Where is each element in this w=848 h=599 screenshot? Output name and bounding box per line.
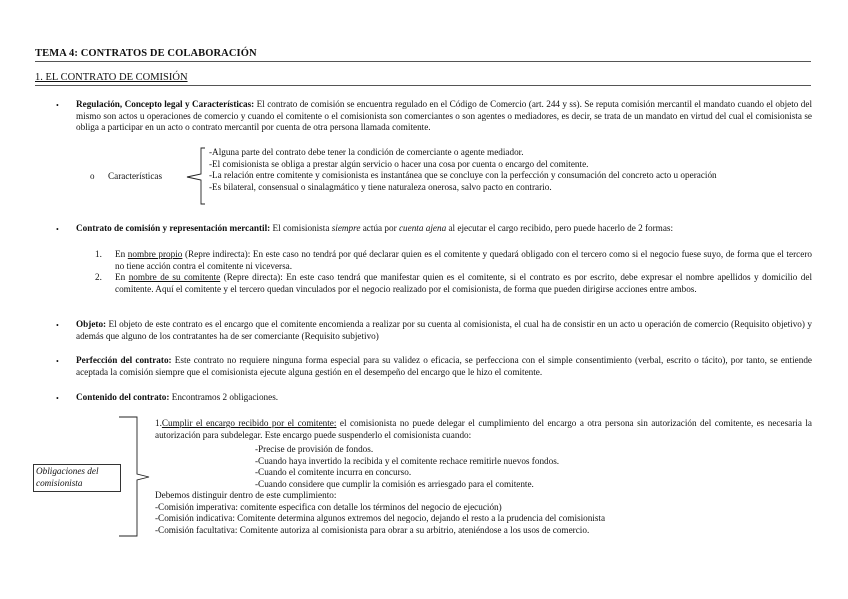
bullet-icon: •	[56, 101, 59, 110]
tipo-comision: -Comisión imperativa: comitente especifica con detalle los términos del negocio de ejecución)	[155, 501, 502, 512]
forma-item	[115, 249, 812, 272]
representacion-emphasis: cuenta ajena	[398, 223, 447, 233]
forma-prefix: En	[115, 272, 129, 282]
paragraph-objeto	[76, 319, 812, 342]
caracteristicas-label: Características	[108, 171, 163, 181]
list-number: 2.	[95, 272, 102, 282]
objeto-text: El objeto de este contrato es el encargo que el comitente encomienda a realizar por su cuenta al comisionista, el cual ha de consistir en un acto u operación de comercio (Requisito objetivo) y además que alguno de los contratantes ha de ser comerciante (Requisito subjetivo)	[76, 319, 812, 341]
representacion-text: El comisionista	[270, 223, 332, 233]
obligacion-heading: Cumplir el encargo recibido por el comitente:	[161, 418, 337, 428]
perfeccion-text: Este contrato no requiere ninguna forma especial para su validez o eficacia, se perfecciona con el simple consentimiento (verbal, escrito o tácito), por tanto, se entiende aceptada la comisión siempre que el comisionista ejecute alguna gestión en el desempeño del encargo que le hizo el comitente.	[76, 355, 812, 377]
representacion-text: al ejecutar el cargo recibido, pero puede hacerlo de 2 formas:	[446, 223, 674, 233]
section-divider	[35, 85, 811, 86]
forma-heading: nombre de su comitente	[128, 272, 221, 282]
obligaciones-box: Obligaciones del comisionista	[33, 464, 121, 492]
paragraph-representacion	[76, 223, 812, 235]
obligacion-cumplir	[155, 418, 812, 441]
list-number: 1.	[95, 249, 102, 259]
tipo-comision: -Comisión facultativa: Comitente autoriza al comisionista para obrar a su arbitrio, ateniéndose a los usos de comercio.	[155, 524, 590, 535]
representacion-label: Contrato de comisión y representación mercantil:	[76, 223, 271, 233]
contenido-text: Encontramos 2 obligaciones.	[169, 392, 279, 402]
suspension-item: -Precise de provisión de fondos.	[255, 444, 374, 454]
objeto-label: Objeto:	[76, 319, 107, 329]
title-divider	[35, 61, 811, 62]
regulacion-label: Regulación, Concepto legal y Características:	[76, 99, 255, 109]
paragraph-contenido	[76, 392, 812, 404]
suspension-item: -Cuando considere que cumplir la comisión es arriesgado para el comitente.	[255, 478, 534, 489]
forma-text: (Repre indirecta): En este caso no tendrá por qué declarar quien es el comitente y quedará obligado con el tercero como si el negocio fuese suyo, de forma que el tercero no tiene acción contra el comitente ni viceversa.	[115, 249, 812, 271]
distinguir-text: Debemos distinguir dentro de este cumplimiento:	[155, 490, 337, 500]
bullet-icon: •	[56, 225, 59, 234]
obligaciones-brace	[117, 415, 157, 539]
forma-heading: nombre propio	[127, 249, 183, 259]
document-title: TEMA 4: CONTRATOS DE COLABORACIÓN	[35, 48, 257, 59]
representacion-text: actúa por	[360, 223, 399, 233]
bullet-icon: •	[56, 357, 59, 366]
forma-text: (Repre directa): En este caso tendrá que manifestar quien es el comitente, si el contrato es por escrito, debe expresar el nombre apellidos y domicilio del comitente. Aquí el comitente y el tercero quedan vinculados por el negocio realizado por el comisionista, de forma que pueden dirigirse acciones entre ambos.	[115, 272, 812, 294]
tipo-comision: -Comisión indicativa: Comitente determina algunos extremos del negocio, dejando el resto a la prudencia del comisionista	[155, 513, 606, 524]
caracteristica-item: -El comisionista se obliga a prestar algún servicio o hacer una cosa por cuenta o encargo del comitente.	[209, 158, 589, 169]
forma-prefix: En	[115, 249, 128, 259]
bullet-icon: •	[56, 394, 59, 403]
forma-item	[115, 272, 812, 295]
suspension-item: -Cuando haya invertido la recibida y el comitente rechace remitirle nuevos fondos.	[255, 455, 560, 466]
bullet-icon: •	[56, 321, 59, 330]
caracteristica-item: -Alguna parte del contrato debe tener la condición de comerciante o agente mediador.	[209, 147, 524, 157]
regulacion-text: El contrato de comisión se encuentra regulado en el Código de Comercio (art. 244 y ss). Se reputa comisión mercantil el mandato cuando el objeto del mismo son actos u operaciones de comercio y cuando el comitente o el comisionista son comerciantes o son agentes o mediadores, es decir, se trata de un mandato en virtud del cual el comisionista se obliga a participar en un acto o contrato mercantil por cuenta de otra persona llamada comitente.	[76, 99, 813, 133]
caracteristica-item: -Es bilateral, consensual o sinalagmático y tiene naturaleza onerosa, salvo pacto en contrario.	[209, 181, 552, 192]
contenido-label: Contenido del contrato:	[76, 392, 170, 402]
section-heading: 1. EL CONTRATO DE COMISIÓN	[35, 72, 188, 83]
perfeccion-label: Perfección del contrato:	[76, 355, 172, 365]
representacion-emphasis: siempre	[331, 223, 361, 233]
cumplimiento-tipos	[155, 490, 812, 536]
paragraph-regulacion	[76, 99, 812, 134]
obligacion-text: el comisionista no puede delegar el cumplimiento del encargo a otra persona sin autorización del comitente, es necesaria la autorización para subdelegar. Este encargo puede suspenderlo el comisionista cuando:	[155, 418, 813, 440]
suspension-item: -Cuando el comitente incurra en concurso.	[255, 467, 412, 478]
sub-bullet-icon: o	[90, 171, 95, 181]
obligacion-number: 1.	[155, 418, 162, 428]
caracteristica-item: -La relación entre comitente y comisionista es instantánea que se concluye con la perfección y consumación del concreto acto u operación	[209, 170, 717, 181]
suspension-list	[255, 444, 812, 490]
caracteristicas-brace	[183, 146, 209, 206]
paragraph-perfeccion	[76, 355, 812, 378]
caracteristicas-list	[209, 147, 812, 193]
